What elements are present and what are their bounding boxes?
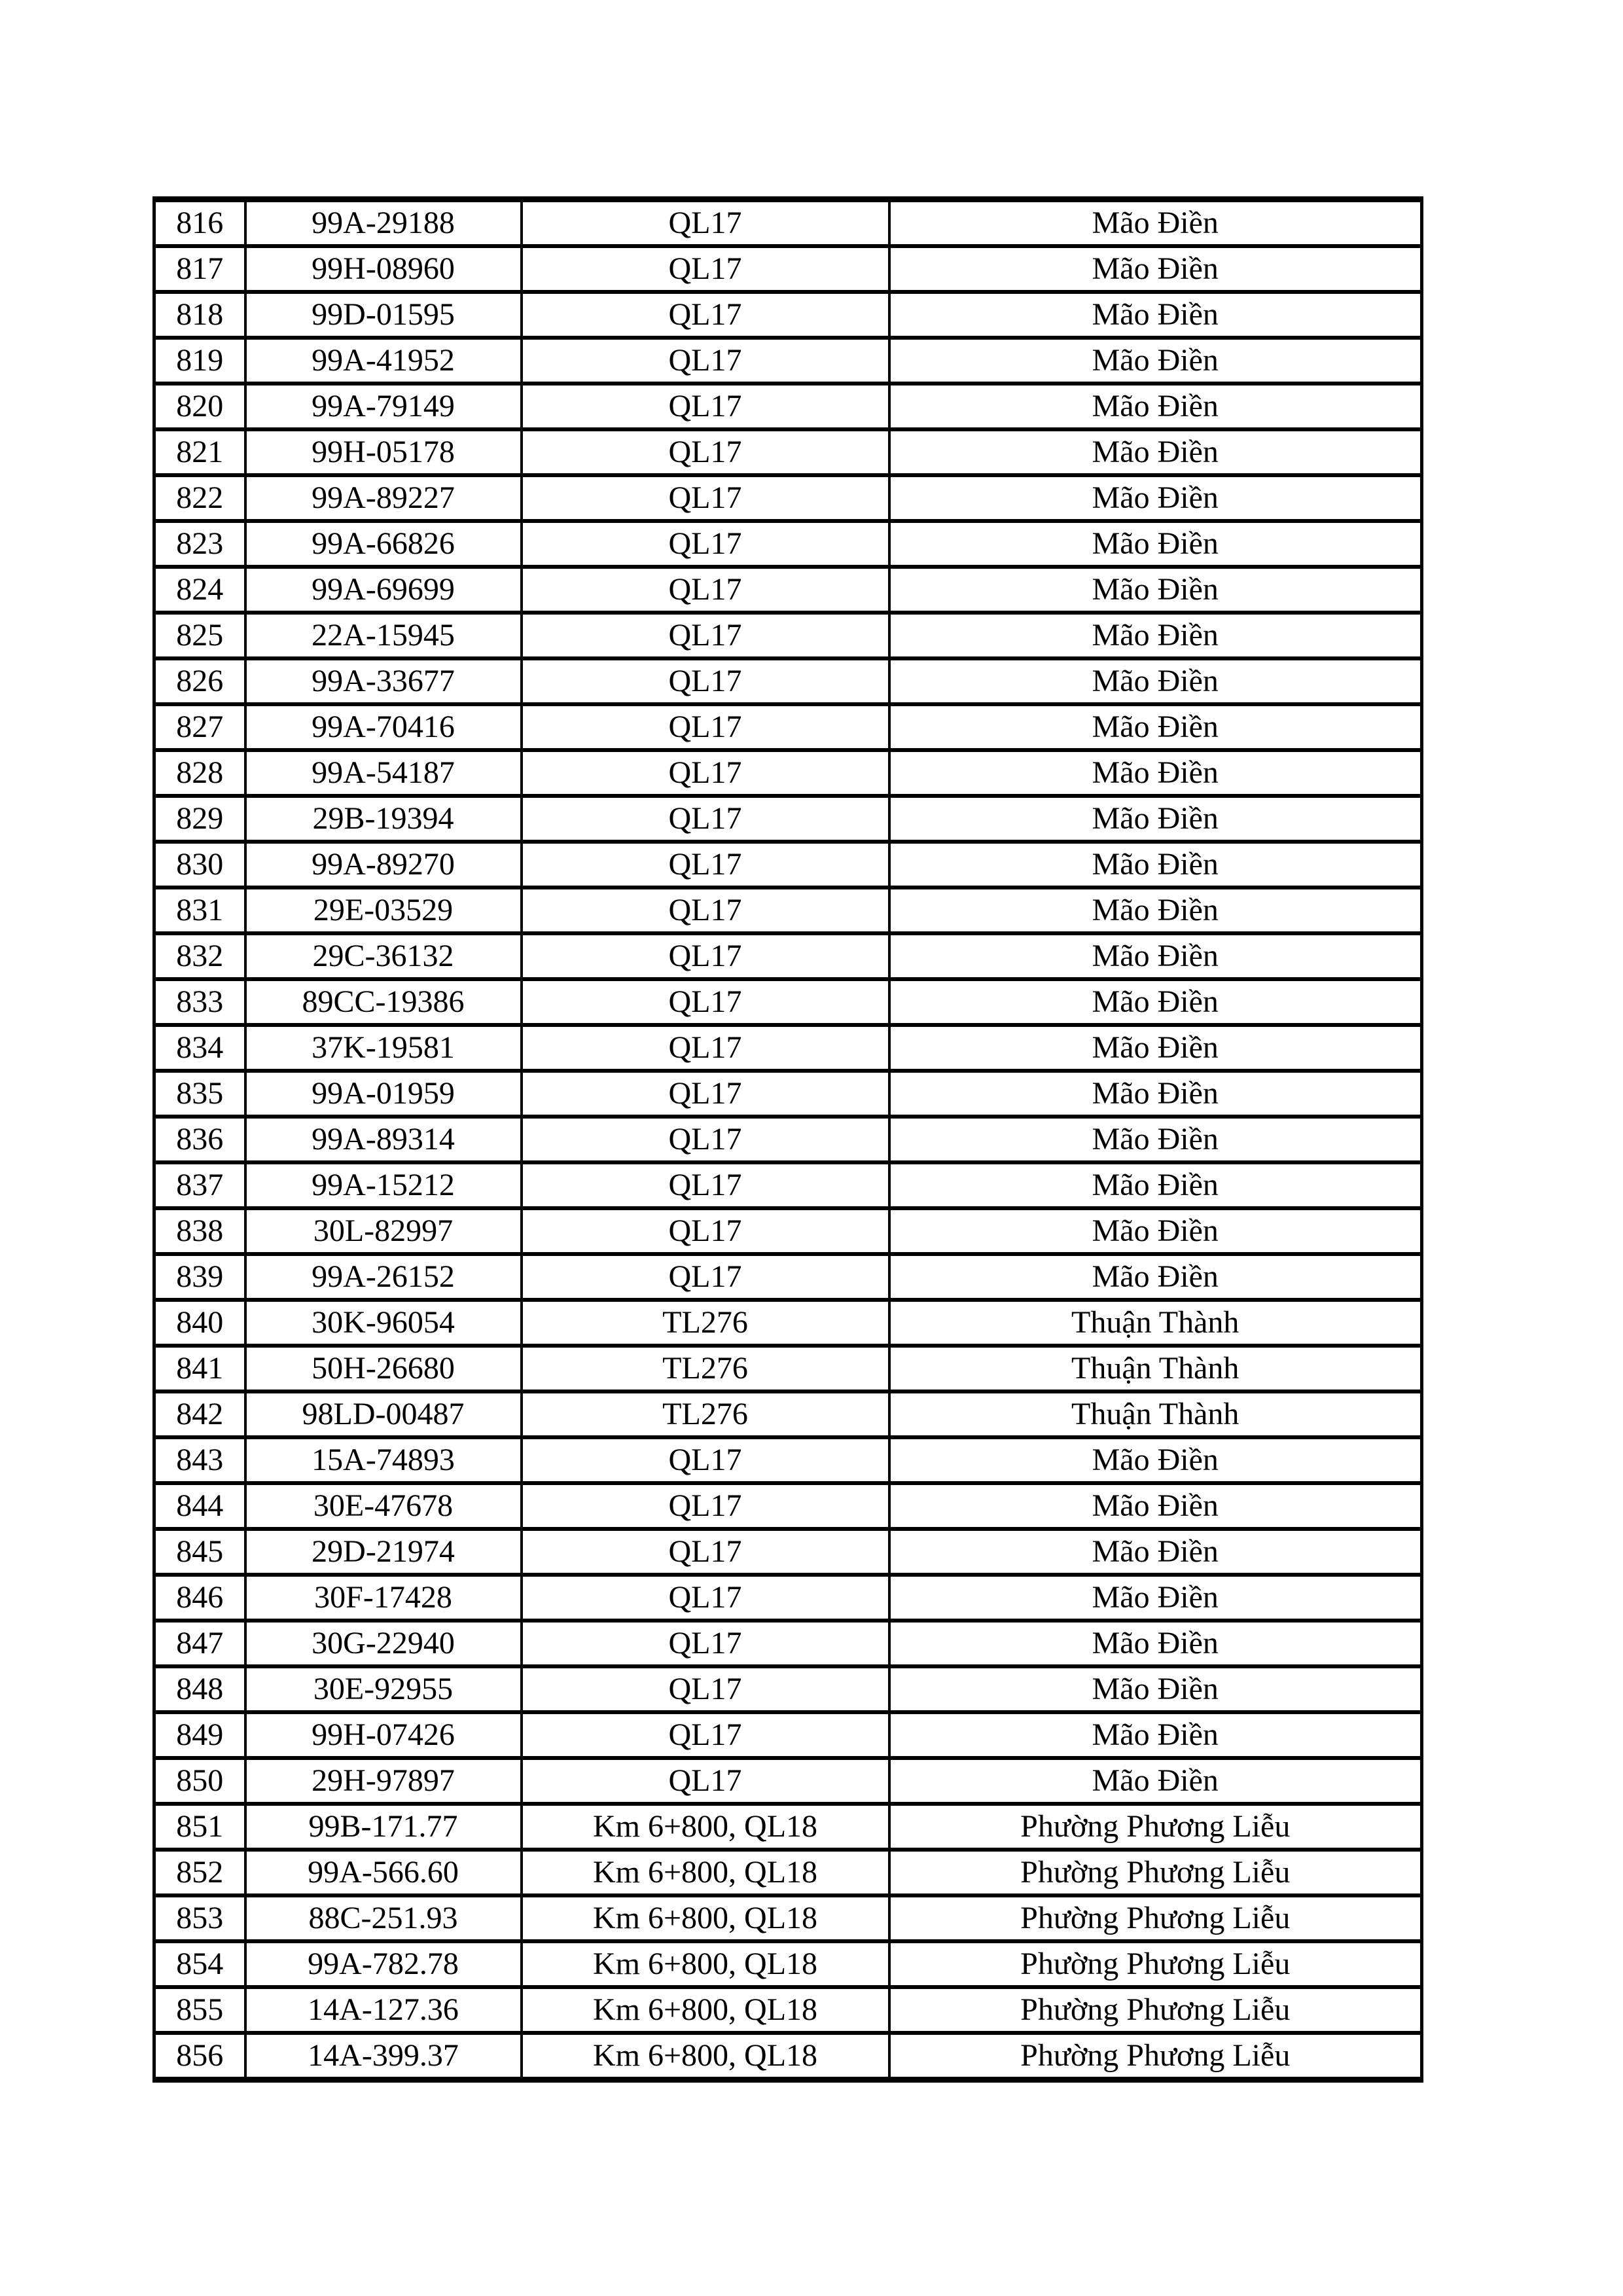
table-row — [154, 1391, 1422, 1437]
table-row — [154, 1300, 1422, 1346]
road-cell: TL276 — [522, 1346, 889, 1391]
road-cell: QL17 — [522, 1483, 889, 1529]
location-cell: Mão Điền — [889, 613, 1422, 658]
location-cell: Mão Điền — [889, 1712, 1422, 1758]
table-row — [154, 1025, 1422, 1071]
table-row — [154, 796, 1422, 842]
table-row — [154, 658, 1422, 704]
plate-number-cell: 99A-89227 — [245, 475, 522, 521]
location-cell: Mão Điền — [889, 246, 1422, 292]
location-cell: Mão Điền — [889, 658, 1422, 704]
plate-number-cell: 30L-82997 — [245, 1208, 522, 1254]
row-number-cell: 825 — [154, 613, 245, 658]
location-cell: Mão Điền — [889, 933, 1422, 979]
table-row — [154, 1346, 1422, 1391]
row-number-cell: 839 — [154, 1254, 245, 1300]
plate-number-cell: 22A-15945 — [245, 613, 522, 658]
table-row — [154, 613, 1422, 658]
row-number-cell: 831 — [154, 888, 245, 933]
plate-number-cell: 30E-47678 — [245, 1483, 522, 1529]
row-number-cell: 845 — [154, 1529, 245, 1575]
table-row — [154, 1621, 1422, 1666]
location-cell: Mão Điền — [889, 704, 1422, 750]
plate-number-cell: 14A-127.36 — [245, 1987, 522, 2033]
location-cell: Phường Phương Liễu — [889, 1804, 1422, 1850]
location-cell: Phường Phương Liễu — [889, 1850, 1422, 1895]
road-cell: QL17 — [522, 1437, 889, 1483]
table-row — [154, 2033, 1422, 2080]
plate-number-cell: 29D-21974 — [245, 1529, 522, 1575]
row-number-cell: 856 — [154, 2033, 245, 2080]
table-row — [154, 475, 1422, 521]
table-row — [154, 1895, 1422, 1941]
plate-number-cell: 29H-97897 — [245, 1758, 522, 1804]
row-number-cell: 832 — [154, 933, 245, 979]
table-row — [154, 338, 1422, 384]
plate-number-cell: 99A-15212 — [245, 1162, 522, 1208]
plate-number-cell: 99H-08960 — [245, 246, 522, 292]
plate-number-cell: 30F-17428 — [245, 1575, 522, 1621]
row-number-cell: 820 — [154, 384, 245, 429]
table-row — [154, 1117, 1422, 1162]
row-number-cell: 848 — [154, 1666, 245, 1712]
location-cell: Mão Điền — [889, 1529, 1422, 1575]
table-row — [154, 246, 1422, 292]
road-cell: QL17 — [522, 1208, 889, 1254]
plate-number-cell: 89CC-19386 — [245, 979, 522, 1025]
plate-number-cell: 99A-566.60 — [245, 1850, 522, 1895]
location-cell: Mão Điền — [889, 475, 1422, 521]
plate-number-cell: 99A-41952 — [245, 338, 522, 384]
row-number-cell: 853 — [154, 1895, 245, 1941]
location-cell: Mão Điền — [889, 1254, 1422, 1300]
road-cell: QL17 — [522, 888, 889, 933]
plate-number-cell: 37K-19581 — [245, 1025, 522, 1071]
row-number-cell: 836 — [154, 1117, 245, 1162]
road-cell: Km 6+800, QL18 — [522, 1941, 889, 1987]
location-cell: Phường Phương Liễu — [889, 1941, 1422, 1987]
road-cell: QL17 — [522, 1254, 889, 1300]
row-number-cell: 824 — [154, 567, 245, 613]
road-cell: Km 6+800, QL18 — [522, 1804, 889, 1850]
table-row — [154, 704, 1422, 750]
plate-number-cell: 88C-251.93 — [245, 1895, 522, 1941]
road-cell: QL17 — [522, 567, 889, 613]
plate-number-cell: 30E-92955 — [245, 1666, 522, 1712]
location-cell: Phường Phương Liễu — [889, 2033, 1422, 2080]
road-cell: QL17 — [522, 521, 889, 567]
row-number-cell: 840 — [154, 1300, 245, 1346]
plate-number-cell: 99A-79149 — [245, 384, 522, 429]
table-row — [154, 1575, 1422, 1621]
plate-number-cell: 14A-399.37 — [245, 2033, 522, 2080]
road-cell: QL17 — [522, 1575, 889, 1621]
row-number-cell: 823 — [154, 521, 245, 567]
table-row — [154, 200, 1422, 247]
road-cell: TL276 — [522, 1391, 889, 1437]
location-cell: Mão Điền — [889, 567, 1422, 613]
road-cell: QL17 — [522, 1758, 889, 1804]
vehicle-plate-table-body — [154, 200, 1422, 2080]
table-row — [154, 292, 1422, 338]
road-cell: QL17 — [522, 704, 889, 750]
road-cell: QL17 — [522, 1666, 889, 1712]
row-number-cell: 817 — [154, 246, 245, 292]
plate-number-cell: 29E-03529 — [245, 888, 522, 933]
row-number-cell: 854 — [154, 1941, 245, 1987]
row-number-cell: 819 — [154, 338, 245, 384]
road-cell: QL17 — [522, 1071, 889, 1117]
road-cell: QL17 — [522, 384, 889, 429]
road-cell: QL17 — [522, 933, 889, 979]
location-cell: Phường Phương Liễu — [889, 1987, 1422, 2033]
plate-number-cell: 29B-19394 — [245, 796, 522, 842]
table-row — [154, 384, 1422, 429]
row-number-cell: 828 — [154, 750, 245, 796]
plate-number-cell: 99A-782.78 — [245, 1941, 522, 1987]
row-number-cell: 830 — [154, 842, 245, 888]
location-cell: Mão Điền — [889, 1071, 1422, 1117]
row-number-cell: 838 — [154, 1208, 245, 1254]
plate-number-cell: 99A-66826 — [245, 521, 522, 567]
road-cell: QL17 — [522, 338, 889, 384]
table-row — [154, 979, 1422, 1025]
row-number-cell: 833 — [154, 979, 245, 1025]
location-cell: Thuận Thành — [889, 1346, 1422, 1391]
table-row — [154, 567, 1422, 613]
location-cell: Thuận Thành — [889, 1300, 1422, 1346]
table-row — [154, 1071, 1422, 1117]
road-cell: QL17 — [522, 658, 889, 704]
row-number-cell: 846 — [154, 1575, 245, 1621]
road-cell: QL17 — [522, 1025, 889, 1071]
plate-number-cell: 50H-26680 — [245, 1346, 522, 1391]
table-row — [154, 1254, 1422, 1300]
location-cell: Mão Điền — [889, 521, 1422, 567]
plate-number-cell: 99A-69699 — [245, 567, 522, 613]
plate-number-cell: 99A-26152 — [245, 1254, 522, 1300]
table-row — [154, 842, 1422, 888]
plate-number-cell: 99A-70416 — [245, 704, 522, 750]
table-row — [154, 1804, 1422, 1850]
table-row — [154, 1758, 1422, 1804]
row-number-cell: 826 — [154, 658, 245, 704]
plate-number-cell: 99A-89314 — [245, 1117, 522, 1162]
table-row — [154, 1162, 1422, 1208]
road-cell: Km 6+800, QL18 — [522, 2033, 889, 2080]
location-cell: Mão Điền — [889, 1437, 1422, 1483]
road-cell: QL17 — [522, 613, 889, 658]
table-row — [154, 1437, 1422, 1483]
road-cell: QL17 — [522, 979, 889, 1025]
row-number-cell: 818 — [154, 292, 245, 338]
row-number-cell: 816 — [154, 200, 245, 247]
row-number-cell: 842 — [154, 1391, 245, 1437]
row-number-cell: 851 — [154, 1804, 245, 1850]
location-cell: Mão Điền — [889, 1621, 1422, 1666]
location-cell: Mão Điền — [889, 796, 1422, 842]
location-cell: Mão Điền — [889, 1483, 1422, 1529]
table-row — [154, 1941, 1422, 1987]
road-cell: Km 6+800, QL18 — [522, 1850, 889, 1895]
table-row — [154, 521, 1422, 567]
table-row — [154, 1666, 1422, 1712]
location-cell: Mão Điền — [889, 842, 1422, 888]
location-cell: Mão Điền — [889, 750, 1422, 796]
plate-number-cell: 99D-01595 — [245, 292, 522, 338]
plate-number-cell: 99H-07426 — [245, 1712, 522, 1758]
location-cell: Mão Điền — [889, 888, 1422, 933]
row-number-cell: 829 — [154, 796, 245, 842]
road-cell: QL17 — [522, 1117, 889, 1162]
location-cell: Mão Điền — [889, 1575, 1422, 1621]
location-cell: Mão Điền — [889, 292, 1422, 338]
row-number-cell: 849 — [154, 1712, 245, 1758]
row-number-cell: 827 — [154, 704, 245, 750]
location-cell: Mão Điền — [889, 1208, 1422, 1254]
location-cell: Phường Phương Liễu — [889, 1895, 1422, 1941]
plate-number-cell: 30G-22940 — [245, 1621, 522, 1666]
road-cell: QL17 — [522, 1162, 889, 1208]
plate-number-cell: 99A-54187 — [245, 750, 522, 796]
row-number-cell: 821 — [154, 429, 245, 475]
road-cell: Km 6+800, QL18 — [522, 1895, 889, 1941]
plate-number-cell: 99A-29188 — [245, 200, 522, 247]
road-cell: QL17 — [522, 429, 889, 475]
road-cell: QL17 — [522, 1712, 889, 1758]
table-row — [154, 1529, 1422, 1575]
plate-number-cell: 29C-36132 — [245, 933, 522, 979]
plate-number-cell: 30K-96054 — [245, 1300, 522, 1346]
vehicle-plate-table — [152, 196, 1423, 2083]
row-number-cell: 834 — [154, 1025, 245, 1071]
row-number-cell: 847 — [154, 1621, 245, 1666]
plate-number-cell: 99B-171.77 — [245, 1804, 522, 1850]
road-cell: Km 6+800, QL18 — [522, 1987, 889, 2033]
row-number-cell: 835 — [154, 1071, 245, 1117]
row-number-cell: 844 — [154, 1483, 245, 1529]
table-row — [154, 1850, 1422, 1895]
row-number-cell: 843 — [154, 1437, 245, 1483]
table-row — [154, 1483, 1422, 1529]
row-number-cell: 852 — [154, 1850, 245, 1895]
road-cell: QL17 — [522, 750, 889, 796]
table-row — [154, 933, 1422, 979]
location-cell: Mão Điền — [889, 1758, 1422, 1804]
table-row — [154, 1712, 1422, 1758]
road-cell: QL17 — [522, 796, 889, 842]
road-cell: QL17 — [522, 292, 889, 338]
location-cell: Mão Điền — [889, 338, 1422, 384]
road-cell: QL17 — [522, 246, 889, 292]
location-cell: Mão Điền — [889, 1025, 1422, 1071]
table-row — [154, 1208, 1422, 1254]
plate-number-cell: 98LD-00487 — [245, 1391, 522, 1437]
table-row — [154, 1987, 1422, 2033]
road-cell: QL17 — [522, 200, 889, 247]
plate-number-cell: 99A-33677 — [245, 658, 522, 704]
row-number-cell: 841 — [154, 1346, 245, 1391]
plate-number-cell: 99A-01959 — [245, 1071, 522, 1117]
row-number-cell: 850 — [154, 1758, 245, 1804]
location-cell: Mão Điền — [889, 429, 1422, 475]
location-cell: Thuận Thành — [889, 1391, 1422, 1437]
plate-number-cell: 15A-74893 — [245, 1437, 522, 1483]
plate-number-cell: 99A-89270 — [245, 842, 522, 888]
row-number-cell: 822 — [154, 475, 245, 521]
location-cell: Mão Điền — [889, 1666, 1422, 1712]
location-cell: Mão Điền — [889, 384, 1422, 429]
table-row — [154, 429, 1422, 475]
road-cell: QL17 — [522, 842, 889, 888]
road-cell: QL17 — [522, 1621, 889, 1666]
location-cell: Mão Điền — [889, 979, 1422, 1025]
table-row — [154, 750, 1422, 796]
location-cell: Mão Điền — [889, 1117, 1422, 1162]
road-cell: QL17 — [522, 475, 889, 521]
location-cell: Mão Điền — [889, 1162, 1422, 1208]
road-cell: QL17 — [522, 1529, 889, 1575]
table-row — [154, 888, 1422, 933]
row-number-cell: 837 — [154, 1162, 245, 1208]
road-cell: TL276 — [522, 1300, 889, 1346]
location-cell: Mão Điền — [889, 200, 1422, 247]
plate-number-cell: 99H-05178 — [245, 429, 522, 475]
row-number-cell: 855 — [154, 1987, 245, 2033]
